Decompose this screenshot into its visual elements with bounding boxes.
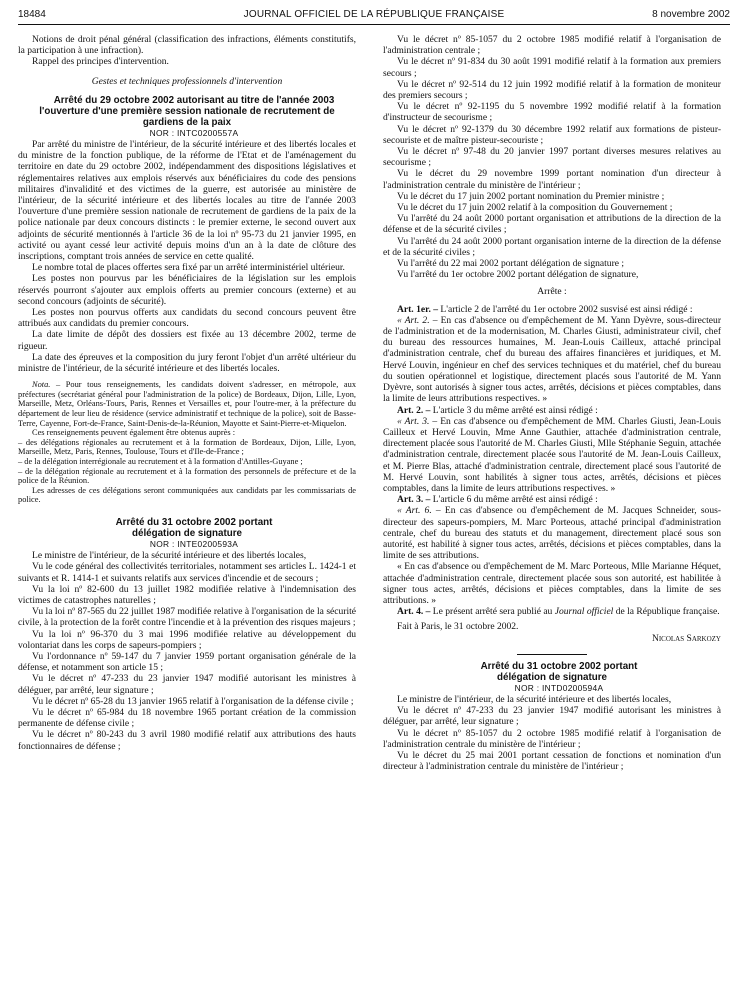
quote-text: En cas d'absence ou d'empêchement de M. Yann Dyèvre, sous-directeur de l'administration et de la modernisation, M. Charles Giusti, administrateur civil, chef du bureau des ressources humaines, M. Jean-Louis Cailleux, attaché principal d'administration centrale, chef du bureau des affaires financières et juridiques, et M. Hervé Louvin, ingénieur en chef des services techniques et du matériel, chef du bureau du soutien opérationnel et logistique, directement placés sous l'autorité de M. Yann Dyèvre, sont autorisés à signer tous actes, arrêtés, décisions et pièces comptables, dans la limite de leurs attributions respectives. » xyxy=(383,314,721,405)
nota-paragraph: Ces renseignements peuvent également être obtenus auprès : xyxy=(32,428,236,438)
intro-paragraph: Notions de droit pénal général (classification des infractions, éléments constitutifs, la participation à une infraction). xyxy=(18,34,356,57)
article-text: L'article 6 du même arrêté est ainsi rédigé : xyxy=(432,494,598,506)
body-paragraph: Vu le décret du 25 mai 2001 portant cessation de fonctions et nomination d'un directeur à l'administration centrale du ministère de l'intérieur ; xyxy=(383,749,721,773)
quote-label: « Art. 3. – xyxy=(397,415,438,427)
body-paragraph: Vu l'ordonnance nº 59-147 du 7 janvier 1959 portant organisation générale de la défense, et notamment son article 15 ; xyxy=(18,651,356,674)
body-paragraph: Vu le décret nº 92-514 du 12 juin 1992 modifié relatif à la formation de moniteur des premiers secours ; xyxy=(383,78,721,102)
nota-paragraph: Les adresses de ces délégations seront communiquées aux candidats par les commissariats de police. xyxy=(18,485,356,505)
body-paragraph: Vu le décret nº 80-243 du 3 avril 1980 modifié relatif aux attributions des hauts fonctionnaires de défense ; xyxy=(18,729,356,752)
right-column xyxy=(383,34,721,772)
body-paragraph: Vu le décret du 29 novembre 1999 portant nomination d'un directeur à l'administration centrale du ministère de l'intérieur ; xyxy=(383,168,721,191)
article-label: Art. 3. – xyxy=(397,494,431,506)
nota-bullet: – de la délégation interrégionale au recrutement et à la formation d'Antilles-Guyane ; xyxy=(18,457,303,467)
body-paragraph: La date limite de dépôt des dossiers est fixée au 13 décembre 2002, terme de rigueur. xyxy=(18,329,356,352)
quote-text: En cas d'absence ou d'empêchement de M. Jacques Schneider, sous-directeur des sapeurs-pompiers, M. Marc Porteous, attaché principal d'administration centrale, chef du bureau des statuts et du management, directement placé sous son autorité, est habilité à signer tous actes, arrêtés, décisions et pièces comptables, dans la limite de ses attributions. xyxy=(383,505,722,562)
article-text: de la République française. xyxy=(613,606,720,618)
article-text: L'article 3 du même arrêté est ainsi rédigé : xyxy=(432,404,598,416)
article-label: Art. 2. – xyxy=(397,404,431,416)
nor-reference: NOR : INTD0200594A xyxy=(514,682,604,693)
nota-paragraph xyxy=(18,380,356,428)
body-paragraph: Vu le décret nº 97-48 du 20 janvier 1997 portant diverses mesures relatives au secourisme ; xyxy=(383,146,721,169)
body-paragraph: Le ministre de l'intérieur, de la sécurité intérieure et des libertés locales, xyxy=(32,550,307,562)
body-paragraph: Vu le décret nº 47-233 du 23 janvier 1947 modifié autorisant les ministres à déléguer, par arrêté, leur signature ; xyxy=(383,705,721,728)
body-paragraph: Vu le décret nº 85-1057 du 2 octobre 1985 modifié relatif à l'organisation de l'administration centrale du ministère de l'intérieur ; xyxy=(383,727,721,750)
nota-bullet: – de la délégation régionale au recrutement et à la formation des personnels de préfecture et de la police de la Réunion. xyxy=(18,466,356,486)
journal-name: Journal officiel xyxy=(554,606,614,618)
quote-label: « Art. 2. – xyxy=(397,314,438,326)
article-paragraph xyxy=(383,606,721,617)
body-paragraph: Vu l'arrêté du 22 mai 2002 portant délégation de signature ; xyxy=(397,258,625,270)
article-paragraph xyxy=(383,405,721,416)
decree-title: Arrêté du 31 octobre 2002 portant délégation de signature xyxy=(115,517,273,539)
body-paragraph: Vu la loi nº 82-600 du 13 juillet 1982 modifiée relative à l'indemnisation des victimes de catastrophes naturelles ; xyxy=(18,583,356,607)
body-paragraph: Vu le décret nº 92-1379 du 30 décembre 1992 relatif aux formations de pisteur-secouriste et de maître pisteur-secouriste ; xyxy=(383,123,721,146)
article-label: Art. 1er. – xyxy=(397,303,439,315)
body-paragraph: Vu le décret nº 65-28 du 13 janvier 1965 relatif à l'organisation de la défense civile ; xyxy=(32,695,354,707)
arrete-heading: Arrête : xyxy=(537,286,567,298)
issue-date: 8 novembre 2002 xyxy=(652,9,730,20)
article-quote xyxy=(383,505,721,561)
divider xyxy=(517,654,587,655)
body-paragraph: Le nombre total de places offertes sera fixé par un arrêté interministériel ultérieur. xyxy=(32,262,345,274)
article-label: Art. 4. – xyxy=(397,606,431,618)
page-number: 18484 xyxy=(18,9,46,20)
nota-text: Pour tous renseignements, les candidats doivent s'adresser, en métropole, aux préfectures (secrétariat général pour l'administration de la police) de Bordeaux, Dijon, Lille, Lyon, Marseille, Metz, Orléans-Tours, Paris, Rennes et Versailles et, pour l'outre-mer, à la préfecture du département de leur lieu de résidence (service administratif et technique de la police), soit de Basse-Terre, Cayenne, Fort-de-France, Saint-Denis-de-la-Réunion, Mayotte et Saint-Pierre-et-Miquelon. xyxy=(18,380,357,428)
body-paragraph: Vu la loi nº 87-565 du 22 juillet 1987 modifiée relative à l'organisation de la sécurité civile, à la protection de la forêt contre l'incendie et à la prévention des risques majeurs ; xyxy=(18,606,356,629)
journal-title: JOURNAL OFFICIEL DE LA RÉPUBLIQUE FRANÇAISE xyxy=(243,9,505,20)
body-paragraph: Le ministre de l'intérieur, de la sécurité intérieure et des libertés locales, xyxy=(397,693,672,705)
section-heading: Gestes et techniques professionnels d'intervention xyxy=(91,75,283,87)
article-text: Le présent arrêté sera publié au xyxy=(432,606,555,618)
body-paragraph: Vu le décret du 17 juin 2002 relatif à la composition du Gouvernement ; xyxy=(397,202,673,214)
quote-text: En cas d'absence ou d'empêchement de MM. Charles Giusti, Jean-Louis Cailleux et Hervé Louvin, Mme Anne Gauthier, attachée d'administration centrale, directement placée sous l'autorité de M. Charles Giusti, Mlle Stéphanie Seguin, attachée d'administration centrale, directement placée sous l'autorité de M. Jean-Louis Cailleux, et M. Pierre Blas, attaché d'administration centrale, directement placé sous l'autorité de M. Hervé Louvin, sont habilités à signer tous actes, arrêtés, décisions et pièces comptables, dans la limite de leurs attributions respectives. » xyxy=(383,415,722,494)
left-column xyxy=(18,34,356,752)
nor-reference: NOR : INTC0200557A xyxy=(149,127,239,138)
nota-bullet: – des délégations régionales au recrutement et à la formation de Bordeaux, Dijon, Lille, Lyon, Marseille, Metz, Paris, Rennes, Toulouse, Tours et d'Ile-de-France ; xyxy=(18,437,356,457)
body-paragraph: Vu le décret nº 91-834 du 30 août 1991 modifié relatif à la formation aux premiers secours ; xyxy=(383,56,721,79)
body-paragraph: Vu le décret du 17 juin 2002 portant nomination du Premier ministre ; xyxy=(397,190,665,202)
body-paragraph: Vu le décret nº 85-1057 du 2 octobre 1985 modifié relatif à l'organisation de l'administration centrale ; xyxy=(383,34,721,57)
body-paragraph: Les postes non pourvus offerts aux candidats du second concours peuvent être attribués aux candidats du premier concours. xyxy=(18,307,356,330)
body-paragraph: Les postes non pourvus par les bénéficiaires de la législation sur les emplois réservés pourront s'ajouter aux emplois offerts au premier concours (externe) et au second concours (adjoints de sécurité). xyxy=(18,273,356,307)
body-paragraph: Vu le code général des collectivités territoriales, notamment ses articles L. 1424-1 et suivants et R. 1414-1 et suivants relatifs aux services d'incendie et de secours ; xyxy=(18,561,356,584)
decree-title: Arrêté du 29 octobre 2002 autorisant au titre de l'année 2003 l'ouverture d'une première session nationale de recrutement de gardiens de la paix xyxy=(39,94,335,128)
nor-reference: NOR : INTE0200593A xyxy=(149,539,239,549)
body-paragraph: Par arrêté du ministre de l'intérieur, de la sécurité intérieure et des libertés locales et du ministre de la fonction publique, de la réforme de l'Etat et de l'aménagement du territoire en date du 29 octobre 2002, indépendamment des dispositions législatives et réglementaires relatives aux emplois réservés aux bénéficiaires du code des pensions militaires d'invalidité et des victimes de la guerre, est autorisée au ministère de l'intérieur, de la sécurité intérieure et des libertés locales au titre de l'année 2003 l'ouverture d'une première session nationale de recrutement de gardiens de la paix de la police nationale par deux concours distincts : le premier externe, le second ouvert aux adjoints de sécurité mentionnés à l'article 36 de la loi nº 95-73 du 21 janvier 1995, en activité ou ayant cessé leur activité depuis moins d'un an à la date de clôture des inscriptions, comptant trois années de service en cette qualité. xyxy=(18,139,356,263)
done-at: Fait à Paris, le 31 octobre 2002. xyxy=(397,621,519,633)
article-paragraph xyxy=(383,304,721,315)
page-header xyxy=(18,8,730,25)
article-paragraph xyxy=(383,494,721,505)
body-paragraph: Vu le décret nº 47-233 du 23 janvier 1947 modifié autorisant les ministres à déléguer, par arrêté, leur signature ; xyxy=(18,673,356,696)
signature: Nicolas Sarkozy xyxy=(651,632,721,644)
body-paragraph: Vu le décret nº 65-984 du 18 novembre 1965 portant création de la commission permanente de défense civile ; xyxy=(18,707,356,730)
decree-title: Arrêté du 31 octobre 2002 portant délégation de signature xyxy=(480,660,638,683)
nota-label: Nota. – xyxy=(32,380,61,390)
body-paragraph: Vu l'arrêté du 24 août 2000 portant organisation et attributions de la direction de la défense et de la sécurité civiles ; xyxy=(383,213,721,236)
body-paragraph: Vu l'arrêté du 24 août 2000 portant organisation interne de la direction de la défense et de la sécurité civiles ; xyxy=(383,235,721,258)
article-quote: « En cas d'absence ou d'empêchement de M. Marc Porteous, Mlle Marianne Héquet, attachée d'administration centrale, directement placée sous son autorité, est habilitée à signer tous actes, arrêtés, décisions et pièces comptables, dans la limite de ses attributions. » xyxy=(383,561,721,606)
body-paragraph: La date des épreuves et la composition du jury feront l'objet d'un arrêté ultérieur du ministre de l'intérieur, de la sécurité intérieure et des libertés locales. xyxy=(18,351,356,375)
article-quote xyxy=(383,416,721,494)
body-paragraph: Vu la loi nº 96-370 du 3 mai 1996 modifiée relative au développement du volontariat dans les corps de sapeurs-pompiers ; xyxy=(18,628,356,651)
body-paragraph: Vu l'arrêté du 1er octobre 2002 portant délégation de signature, xyxy=(397,269,639,281)
nota-block xyxy=(18,380,356,505)
intro-paragraph: Rappel des principes d'intervention. xyxy=(32,56,169,68)
article-quote xyxy=(383,315,721,405)
article-text: L'article 2 de l'arrêté du 1er octobre 2002 susvisé est ainsi rédigé : xyxy=(440,303,693,315)
quote-label: « Art. 6. – xyxy=(397,505,441,517)
body-paragraph: Vu le décret nº 92-1195 du 5 novembre 1992 modifié relatif à la formation d'instructeur de secourisme ; xyxy=(383,101,721,124)
